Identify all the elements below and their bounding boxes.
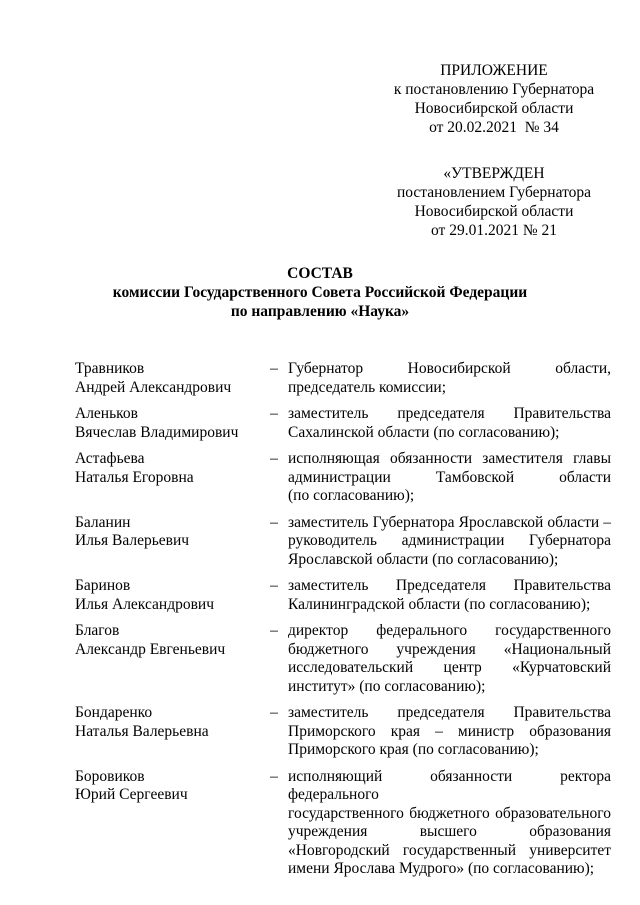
member-name [75,577,260,614]
separator-dash: – [270,405,278,422]
member-role: Губернатор Новосибирской области, председатель комиссии; [288,360,611,396]
member-surname: Астафьева [75,450,145,467]
appendix-line: Новосибирской области [414,100,574,117]
member-surname: Благов [75,622,120,639]
member-name [75,450,260,487]
member-name [75,514,260,551]
member-role: заместитель председателя Правительства Приморского края – министр образования Приморского края (по согласованию); [288,704,611,758]
member-entry [75,405,611,442]
member-given-names: Вячеслав Владимирович [75,423,239,441]
member-role: директор федерального государственного бюджетного учреждения «Национальный исследовательский центр «Курчатовский институт» (по согласованию); [288,622,611,695]
members-list [75,360,611,887]
member-role: исполняющая обязанности заместителя главы администрации Тамбовской области (по согласованию); [288,450,611,504]
member-name [75,622,260,659]
member-entry [75,577,611,614]
member-entry [75,622,611,696]
member-given-names: Юрий Сергеевич [75,786,188,803]
member-surname: Аленьков [75,405,138,422]
separator-dash: – [270,360,278,377]
member-surname: Баринов [75,577,131,594]
member-entry [75,768,611,879]
member-surname: Боровиков [75,767,145,785]
member-given-names: Наталья Валерьевна [75,722,209,740]
appendix-line: к постановлению Губернатора [393,81,595,98]
member-name [75,768,260,805]
member-entry [75,514,611,570]
separator-dash: – [270,450,278,467]
member-role: заместитель Председателя Правительства Калининградской области (по согласованию); [288,577,611,613]
title-line: по направлению «Наука» [230,303,410,320]
member-surname: Бондаренко [75,704,153,721]
separator-dash: – [270,767,278,785]
separator-dash: – [270,577,278,594]
approval-stamp [374,164,614,240]
member-given-names: Илья Александрович [75,595,214,613]
appendix-header [374,61,614,137]
separator-dash: – [270,513,278,531]
member-name [75,405,260,442]
appendix-line: от 20.02.2021 № 34 [429,119,559,136]
title-line: комиссии Государственного Совета Российской Федерации [112,284,528,301]
member-role: исполняющий обязанности ректора федерального государственного бюджетного образовательного учреждения высшего образования «Новгородский государственный университет имени Ярослава Мудрого» (по согласованию); [288,767,611,877]
appendix-line: ПРИЛОЖЕНИЕ [440,62,548,79]
member-name [75,360,260,397]
document-title [60,264,580,321]
approval-line: постановлением Губернатора [396,184,592,201]
approval-line: от 29.01.2021 № 21 [431,222,557,239]
member-given-names: Андрей Александрович [75,378,232,396]
member-entry [75,450,611,506]
member-entry [75,704,611,760]
approval-line: «УТВЕРЖДЕН [443,165,545,182]
member-name [75,704,260,741]
separator-dash: – [270,704,278,721]
member-role: заместитель Губернатора Ярославской области – руководитель администрации Губернатора Ярославской области (по согласованию); [288,513,611,568]
approval-line: Новосибирской области [414,203,574,220]
separator-dash: – [270,622,278,639]
member-surname: Травников [75,360,145,377]
member-surname: Баланин [75,513,131,531]
member-given-names: Александр Евгеньевич [75,640,226,658]
member-given-names: Илья Валерьевич [75,532,190,549]
member-given-names: Наталья Егоровна [75,468,194,486]
member-role: заместитель председателя Правительства Сахалинской области (по согласованию); [288,405,611,441]
member-entry [75,360,611,397]
title-line: СОСТАВ [287,265,353,282]
